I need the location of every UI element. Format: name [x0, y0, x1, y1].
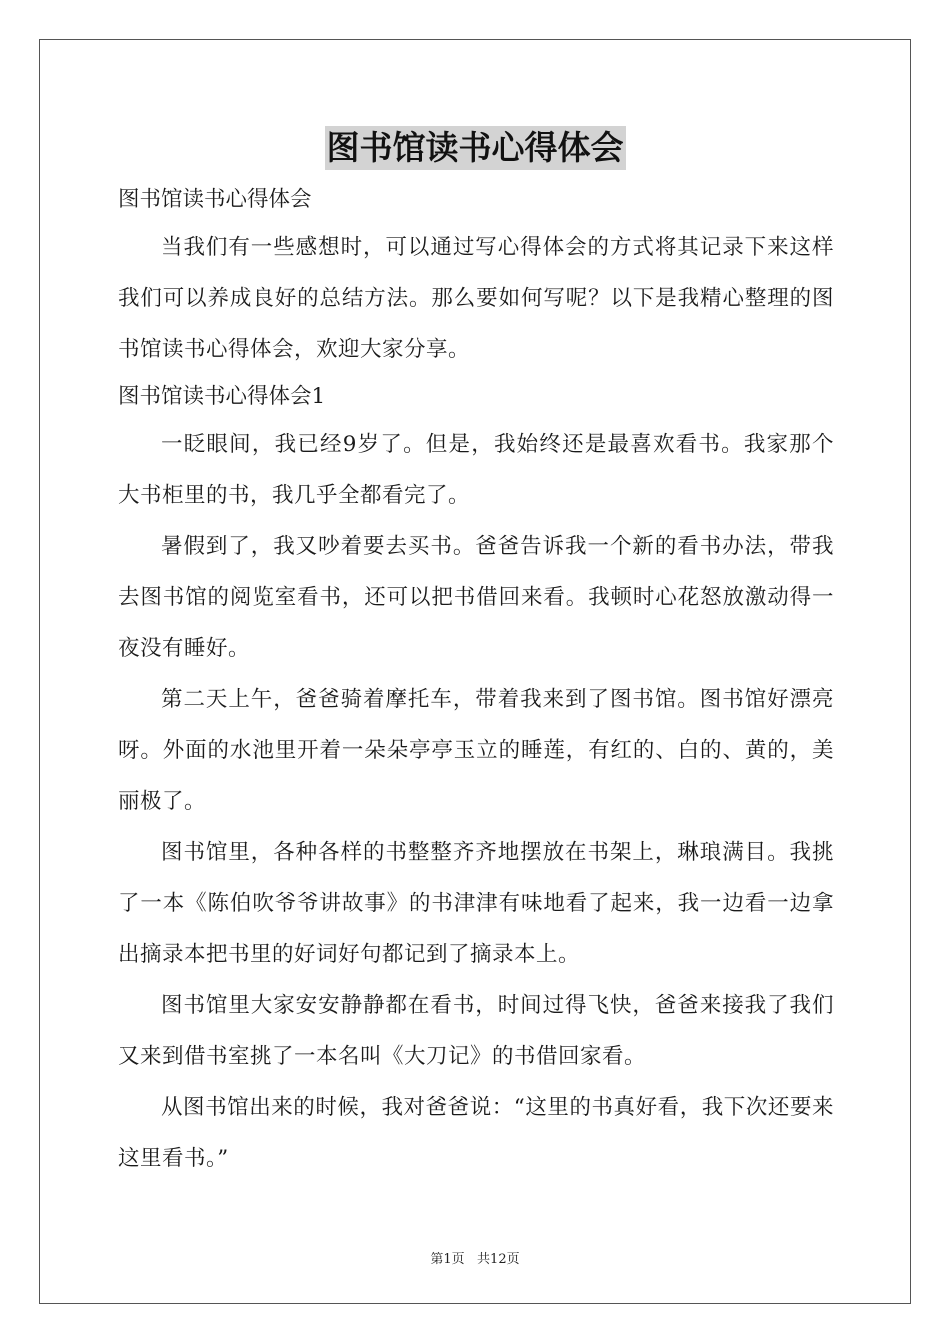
title-container	[0, 126, 950, 170]
body-paragraph-5: 图书馆里大家安安静静都在看书，时间过得飞快，爸爸来接我了我们又来到借书室挑了一本名叫《大刀记》的书借回家看。	[118, 993, 834, 1069]
document-subtitle: 图书馆读书心得体会	[118, 187, 312, 212]
body-paragraph-4: 图书馆里，各种各样的书整整齐齐地摆放在书架上，琳琅满目。我挑了一本《陈伯吹爷爷讲故事》的书津津有味地看了起来，我一边看一边拿出摘录本把书里的好词好句都记到了摘录本上。	[118, 840, 834, 967]
intro-paragraph: 当我们有一些感想时，可以通过写心得体会的方式将其记录下来这样我们可以养成良好的总结方法。那么要如何写呢？以下是我精心整理的图书馆读书心得体会，欢迎大家分享。	[118, 235, 834, 362]
document-body	[118, 178, 834, 1184]
body-paragraph-3: 第二天上午，爸爸骑着摩托车，带着我来到了图书馆。图书馆好漂亮呀。外面的水池里开着一朵朵亭亭玉立的睡莲，有红的、白的、黄的，美丽极了。	[118, 687, 834, 814]
body-paragraph-1: 一眨眼间，我已经9岁了。但是，我始终还是最喜欢看书。我家那个大书柜里的书，我几乎全都看完了。	[118, 432, 834, 508]
body-paragraph-2: 暑假到了，我又吵着要去买书。爸爸告诉我一个新的看书办法，带我去图书馆的阅览室看书，还可以把书借回来看。我顿时心花怒放激动得一夜没有睡好。	[118, 534, 834, 661]
body-paragraph-6: 从图书馆出来的时候，我对爸爸说：“这里的书真好看，我下次还要来这里看书。”	[118, 1095, 834, 1171]
document-title: 图书馆读书心得体会	[325, 126, 626, 170]
page-footer: 第1页 共12页	[430, 1252, 520, 1267]
section-heading: 图书馆读书心得体会1	[118, 384, 326, 409]
